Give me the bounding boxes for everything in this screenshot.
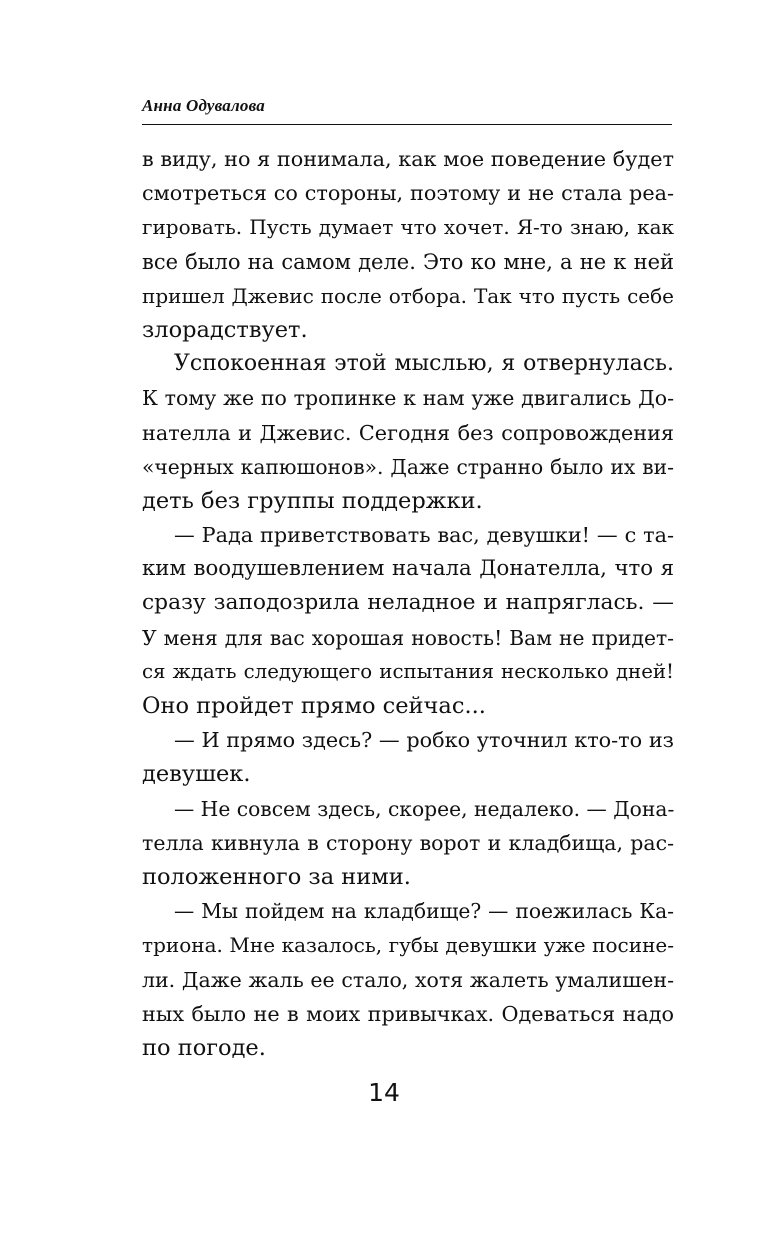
text-line: по погоде.	[142, 1034, 266, 1061]
text-line: ся ждать следующего испытания несколько дней!	[142, 659, 674, 683]
text-line: Оно пройдет прямо сейчас...	[142, 693, 486, 719]
text-line: ных было не в моих привычках. Одеваться надо	[142, 1001, 674, 1026]
text-line: — Рада приветствовать вас, девушки! — с та-	[174, 523, 674, 548]
page-number: 14	[368, 1078, 400, 1107]
running-head: Анна Одувалова	[142, 96, 265, 115]
header-rule	[142, 124, 672, 125]
text-line: гировать. Пусть думает что хочет. Я-то знаю, как	[142, 215, 674, 240]
text-line: Успокоенная этой мыслью, я отвернулась.	[174, 351, 674, 377]
text-line: ким воодушевлением начала Донателла, что я	[142, 556, 674, 582]
body-text	[142, 142, 674, 1065]
text-line: нателла и Джевис. Сегодня без сопровождения	[142, 420, 674, 445]
text-line: положенного за ними.	[142, 863, 411, 890]
text-line: пришел Джевис после отбора. Так что пусть себе	[142, 283, 674, 308]
text-line: — И прямо здесь? — робко уточнил кто-то из	[174, 728, 674, 753]
text-line: все было на самом деле. Это ко мне, а не к ней	[142, 249, 674, 274]
text-line: ли. Даже жаль ее стало, хотя жалеть умалишен-	[142, 967, 674, 992]
text-line: «черных капюшонов». Даже странно было их ви-	[142, 454, 674, 479]
text-line: — Не совсем здесь, скорее, недалеко. — Дона-	[174, 796, 675, 821]
text-line: сразу заподозрила неладное и напряглась. —	[142, 590, 674, 616]
text-line: злорадствует.	[142, 316, 308, 343]
text-line: К тому же по тропинке к нам уже двигались До-	[142, 386, 674, 411]
text-line: триона. Мне казалось, губы девушки уже посине-	[142, 933, 674, 958]
text-line: в виду, но я понимала, как мое поведение будет	[142, 147, 674, 171]
text-line: телла кивнула в сторону ворот и кладбища, рас-	[142, 830, 674, 855]
text-line: У меня для вас хорошая новость! Вам не придет-	[142, 625, 674, 650]
text-line: смотреться со стороны, поэтому и не стала реа-	[142, 181, 674, 206]
text-line: девушек.	[142, 761, 251, 788]
text-line: — Мы пойдем на кладбище? — поежилась Ка-	[174, 899, 674, 924]
text-line: деть без группы поддержки.	[142, 487, 483, 514]
